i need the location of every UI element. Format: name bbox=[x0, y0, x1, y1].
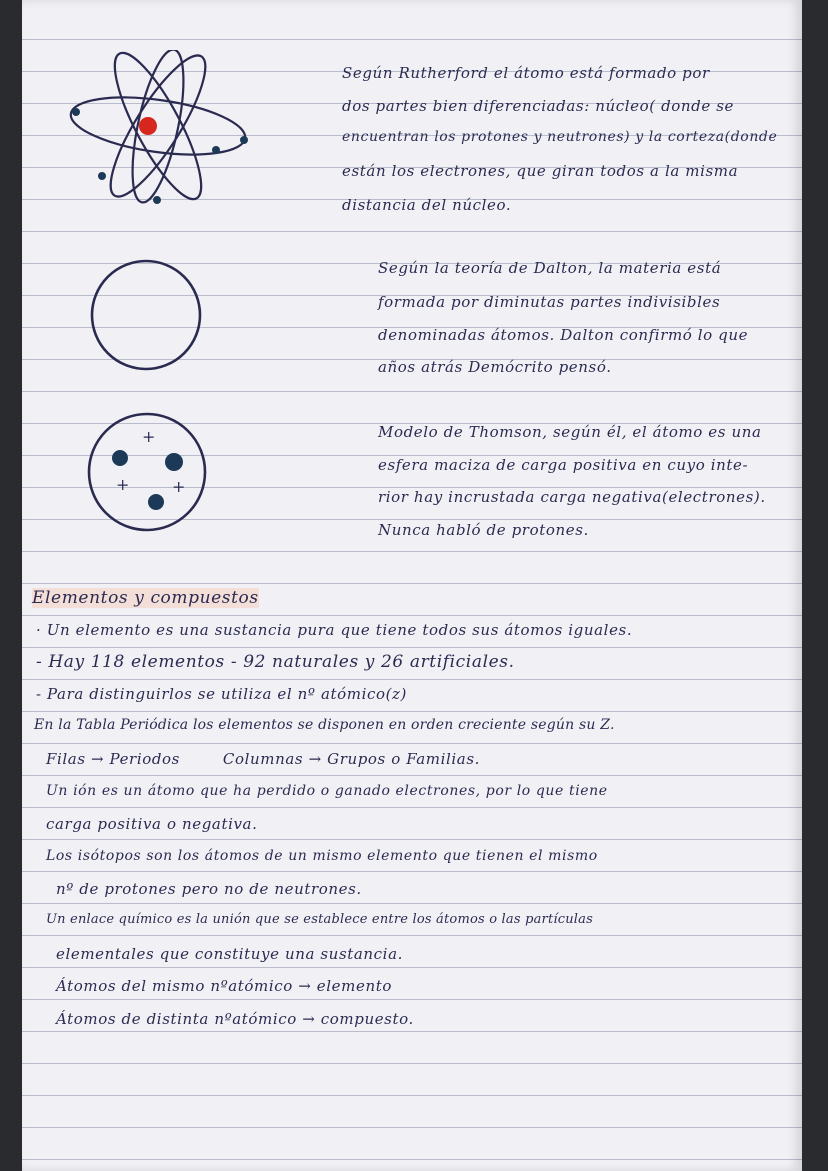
thomson-atom-drawing bbox=[82, 410, 212, 535]
dalton-text-line: Según la teoría de Dalton, la materia está bbox=[378, 259, 722, 277]
positive-charge-symbol: + bbox=[142, 427, 156, 446]
rutherford-text-line: Según Rutherford el átomo está formado por bbox=[342, 64, 710, 82]
electron-dot bbox=[153, 196, 161, 204]
rutherford-text-line: encuentran los protones y neutrones) y la corteza(donde bbox=[342, 129, 778, 145]
section-title: Elementos y compuestos bbox=[32, 588, 259, 608]
dalton-text-line: formada por diminutas partes indivisibles bbox=[378, 293, 721, 311]
notes-line: carga positiva o negativa. bbox=[46, 815, 258, 833]
thomson-text-line: Nunca habló de protones. bbox=[378, 521, 589, 539]
electron-dot bbox=[112, 450, 128, 466]
rutherford-text-line: están los electrones, que giran todos a la misma bbox=[342, 162, 739, 180]
notes-line: · Un elemento es una sustancia pura que tiene todos sus átomos iguales. bbox=[36, 621, 633, 639]
dalton-text-line: denominadas átomos. Dalton confirmó lo que bbox=[378, 326, 749, 344]
notes-line: Los isótopos son los átomos de un mismo elemento que tienen el mismo bbox=[46, 848, 598, 864]
electron-dot bbox=[148, 494, 164, 510]
electron-dot bbox=[240, 136, 248, 144]
electron-dot bbox=[72, 108, 80, 116]
dalton-text-line: años atrás Demócrito pensó. bbox=[378, 358, 612, 376]
notebook-page bbox=[22, 0, 802, 1171]
thomson-text-line: esfera maciza de carga positiva en cuyo inte- bbox=[378, 456, 749, 474]
positive-charge-symbol: + bbox=[116, 475, 130, 494]
notes-line: Un enlace químico es la unión que se establece entre los átomos o las partículas bbox=[46, 912, 593, 927]
positive-charge-symbol: + bbox=[172, 477, 186, 496]
electron-dot bbox=[212, 146, 220, 154]
notes-line: - Hay 118 elementos - 92 naturales y 26 artificiales. bbox=[36, 652, 515, 672]
notes-line: Un ión es un átomo que ha perdido o ganado electrones, por lo que tiene bbox=[46, 783, 608, 799]
notes-line: Filas → Periodos Columnas → Grupos o Familias. bbox=[46, 750, 480, 768]
rutherford-atom-drawing bbox=[60, 50, 250, 210]
notes-line: nº de protones pero no de neutrones. bbox=[56, 880, 362, 898]
nucleus-dot bbox=[139, 117, 157, 135]
electron-dot bbox=[98, 172, 106, 180]
thomson-text-line: rior hay incrustada carga negativa(electrones). bbox=[378, 488, 766, 506]
electron-dot bbox=[165, 453, 183, 471]
notes-line: - Para distinguirlos se utiliza el nº atómico(z) bbox=[36, 685, 408, 703]
notes-line: Átomos del mismo nºatómico → elemento bbox=[56, 977, 392, 995]
thomson-text-line: Modelo de Thomson, según él, el átomo es una bbox=[378, 423, 762, 441]
rutherford-text-line: dos partes bien diferenciadas: núcleo( donde se bbox=[342, 97, 734, 115]
notes-line: En la Tabla Periódica los elementos se disponen en orden creciente según su Z. bbox=[34, 717, 615, 733]
notes-line: elementales que constituye una sustancia. bbox=[56, 945, 403, 963]
rutherford-text-line: distancia del núcleo. bbox=[342, 196, 512, 214]
notes-line: Átomos de distinta nºatómico → compuesto. bbox=[56, 1010, 414, 1028]
dalton-atom-drawing bbox=[82, 255, 212, 377]
